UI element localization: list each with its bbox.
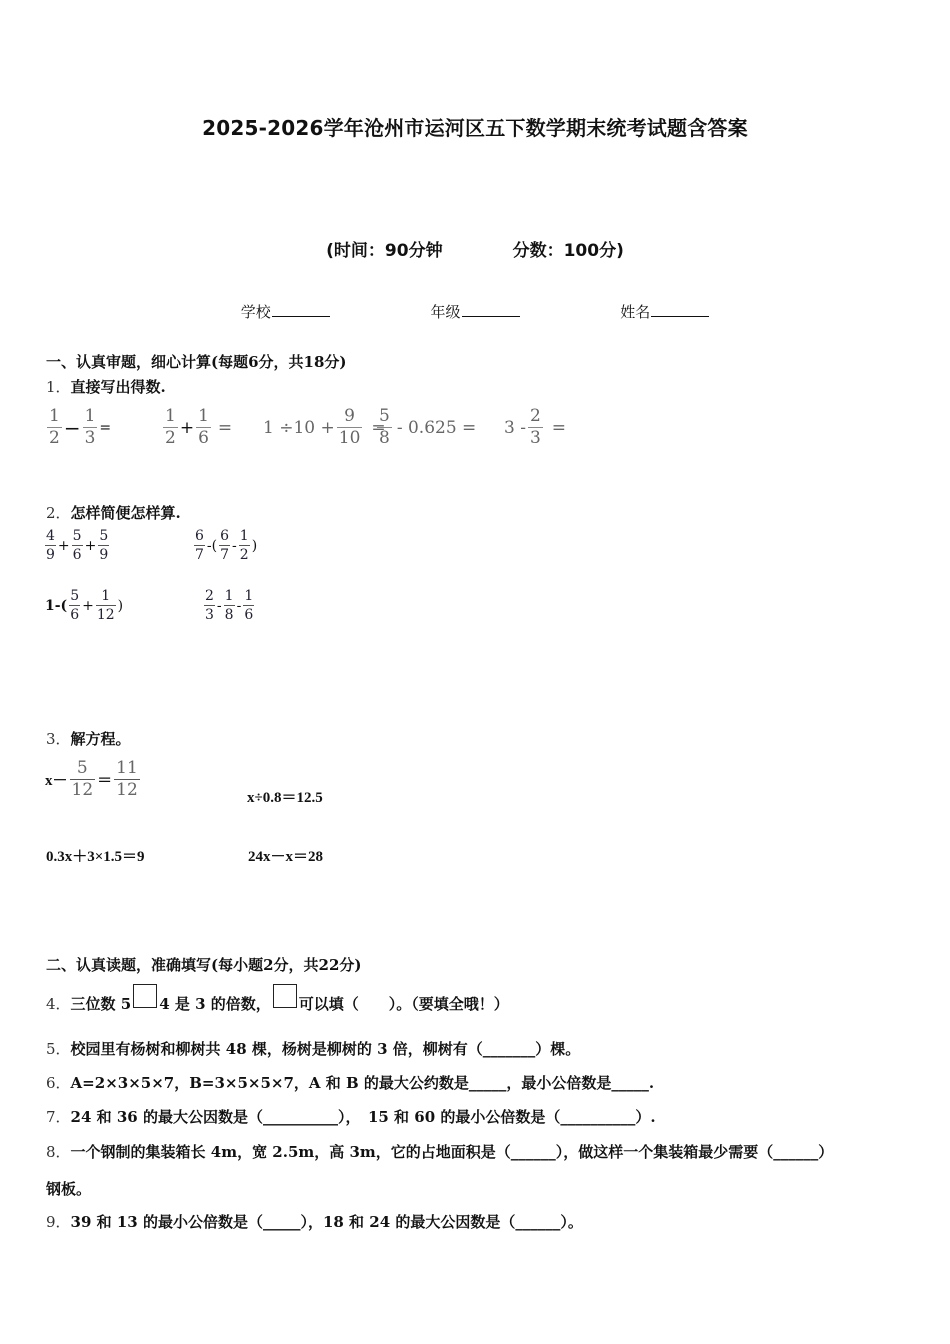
question-3 [46,728,131,749]
fraction: $\frac{1}{2}$ [165,406,176,448]
school-field [241,301,330,322]
q2-expression-3: 1-( $\frac{5}{6}$ + $\frac{1}{12}$ ) [45,588,124,623]
student-info-fields [0,301,950,322]
fraction: $\frac{6}{7}$ [220,528,230,563]
question-number: 1． [46,378,71,396]
question-text: 39 和 13 的最小公倍数是（_____），18 和 24 的最大公因数是（______）。 [70,1213,583,1231]
fraction: $\frac{1}{2}$ [239,528,249,563]
fraction: $\frac{5}{6}$ [72,528,82,563]
name-blank[interactable] [651,302,709,317]
question-number: 5． [46,1040,71,1058]
fraction: $\frac{1}{3}$ [84,406,96,448]
section-2-heading: 二、认真读题，准确填写(每小题2分，共22分) [46,956,362,974]
fraction: $\frac{1}{12}$ [96,588,115,623]
fraction: $\frac{2}{3}$ [529,406,541,448]
q1-item-3: 1 ÷10 + $\frac{9}{10}$ = [263,406,386,448]
question-8-continued: 钢板。 [46,1180,92,1198]
answer-box[interactable] [273,984,297,1008]
question-9 [46,1211,583,1232]
q1-item-2: $\frac{1}{2}$ + $\frac{1}{6}$ = [165,406,233,448]
section-1-heading: 一、认真审题，细心计算(每题6分，共18分) [46,353,347,371]
q2-expression-1: $\frac{4}{9}$ + $\frac{5}{6}$ + $\frac{5}{9}$ [46,528,109,563]
q1-item-1: $\frac{1}{2}$ − $\frac{1}{3}$ = [49,406,112,448]
grade-label: 年级 [430,303,461,321]
question-7 [46,1106,656,1127]
name-label: 姓名 [620,303,651,321]
question-text: 解方程。 [70,730,131,748]
grade-blank[interactable] [462,302,520,317]
exam-info [0,236,950,261]
question-number: 6． [46,1074,71,1092]
name-field [620,301,709,322]
fraction: $\frac{5}{12}$ [71,758,94,800]
fraction: $\frac{5}{6}$ [70,588,80,623]
question-4: 4．三位数 5 4 是 3 的倍数， 可以填（ ）。（要填全哦！） [46,990,509,1014]
question-text: 怎样简便怎样算. [70,504,181,522]
q3-equation-3: 0.3x＋3×1.5＝9 [46,849,145,865]
question-text: 直接写出得数. [70,378,166,396]
grade-field [430,301,519,322]
school-label: 学校 [240,303,271,321]
question-text: A=2×3×5×7，B=3×5×5×7，A 和 B 的最大公约数是_____，最小公倍数是_____. [70,1074,655,1092]
question-number: 7． [46,1108,71,1126]
question-number: 9． [46,1213,71,1231]
question-number: 2． [46,504,71,522]
question-2 [46,502,181,523]
q2-expression-2: $\frac{6}{7}$ -( $\frac{6}{7}$ - $\frac{1}{2}$ ) [195,528,258,563]
q2-expression-4: $\frac{2}{3}$ - $\frac{1}{8}$ - $\frac{1}{6}$ [205,588,254,623]
fraction: $\frac{11}{12}$ [116,758,138,800]
question-number: 4． [46,995,71,1013]
q3-equation-1: x－ $\frac{5}{12}$ ＝ $\frac{11}{12}$ [45,758,138,800]
fraction: $\frac{5}{9}$ [99,528,109,563]
question-text: 24 和 36 的最大公因数是（__________）， 15 和 60 的最小公倍数是（__________）. [70,1108,656,1126]
q1-item-4: $\frac{5}{8}$ - 0.625 = [379,406,477,448]
q3-equation-4: 24x－x＝28 [248,849,324,865]
question-5 [46,1038,580,1059]
question-text: 一个钢制的集装箱长 4m，宽 2.5m，高 3m，它的占地面积是（______），做这样一个集装箱最少需要（______） [70,1143,834,1161]
q3-equation-2: x÷0.8＝12.5 [247,790,323,806]
fraction: $\frac{2}{3}$ [205,588,214,623]
answer-box[interactable] [133,984,157,1008]
fraction: $\frac{1}{2}$ [49,406,60,448]
score-info: 分数：100分) [512,241,624,261]
fraction: $\frac{1}{8}$ [224,588,234,623]
q1-item-5: 3 - $\frac{2}{3}$ = [504,406,567,448]
question-6 [46,1072,654,1093]
question-8 [46,1141,833,1162]
fraction: $\frac{9}{10}$ [338,406,361,448]
fraction: $\frac{4}{9}$ [46,528,55,563]
fraction: $\frac{1}{6}$ [244,588,254,623]
page-title: 2025-2026学年沧州市运河区五下数学期末统考试题含答案 [202,116,748,140]
time-info: (时间：90分钟 [326,241,443,261]
question-number: 8． [46,1143,71,1161]
question-number: 3． [46,730,71,748]
fraction: $\frac{5}{8}$ [379,406,390,448]
fraction: $\frac{6}{7}$ [195,528,204,563]
fraction: $\frac{1}{6}$ [198,406,209,448]
school-blank[interactable] [272,302,330,317]
question-text: 校园里有杨树和柳树共 48 棵，杨树是柳树的 3 倍，柳树有（_______）棵。 [70,1040,581,1058]
question-1 [46,376,166,397]
